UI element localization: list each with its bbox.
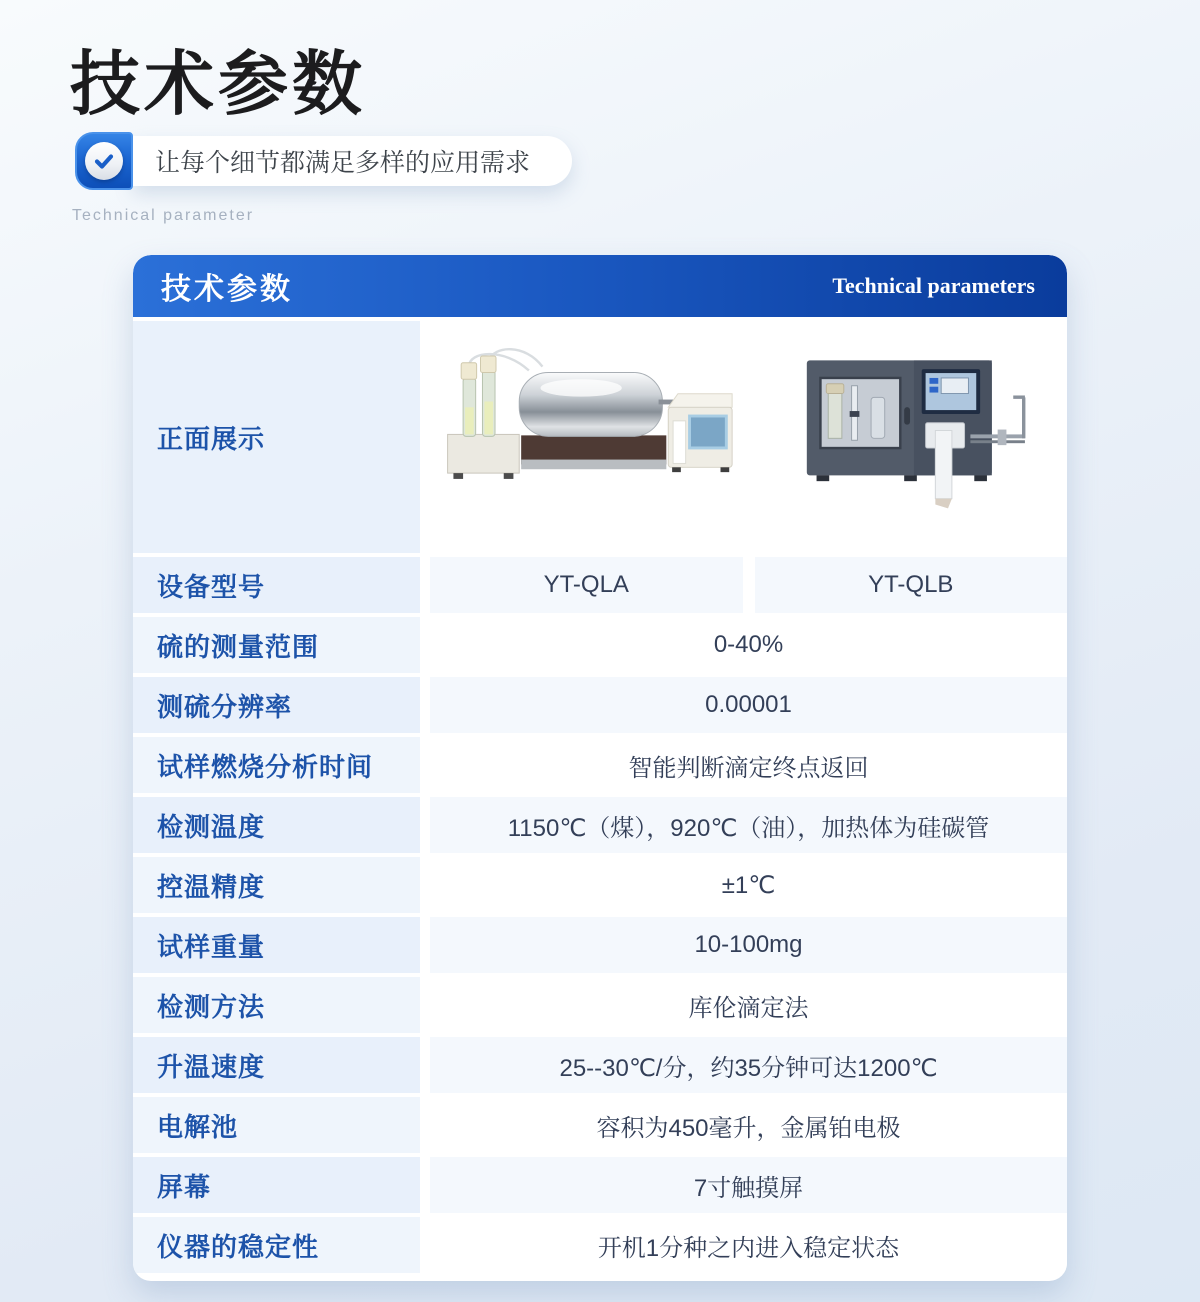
row-label: 硫的测量范围: [133, 617, 420, 673]
row-value: 开机1分种之内进入稳定状态: [430, 1217, 1067, 1273]
row-label: 电解池: [133, 1097, 420, 1153]
check-badge: [75, 132, 133, 190]
spec-row-stability: [133, 1217, 1067, 1273]
spec-row-sulfur-range: [133, 617, 1067, 673]
spec-row-electrolytic-cell: [133, 1097, 1067, 1153]
model-value-a: YT-QLA: [430, 557, 743, 613]
row-value: 容积为450毫升，金属铂电极: [430, 1097, 1067, 1153]
row-label: 测硫分辨率: [133, 677, 420, 733]
row-label: 设备型号: [133, 557, 420, 613]
card-title-en: Technical parameters: [832, 273, 1035, 298]
spec-row-method: [133, 977, 1067, 1033]
spec-row-temp-accuracy: [133, 857, 1067, 913]
row-label: 检测温度: [133, 797, 420, 853]
product-image-yt-qla: [430, 321, 743, 553]
spec-row-model: [133, 557, 1067, 613]
row-label: 升温速度: [133, 1037, 420, 1093]
spec-row-front-view: [133, 321, 1067, 553]
row-value: 0.00001: [430, 677, 1067, 733]
spec-card: [133, 255, 1067, 1281]
row-value: 智能判断滴定终点返回: [430, 737, 1067, 793]
row-label: 正面展示: [133, 321, 420, 553]
check-icon: [85, 142, 123, 180]
page-title: 技术参数: [70, 47, 366, 124]
row-label: 试样重量: [133, 917, 420, 973]
spec-row-resolution: [133, 677, 1067, 733]
row-value: 7寸触摸屏: [430, 1157, 1067, 1213]
spec-row-analysis-time: [133, 737, 1067, 793]
spec-row-sample-weight: [133, 917, 1067, 973]
row-label: 仪器的稳定性: [133, 1217, 420, 1273]
tagline-badge: [75, 132, 572, 190]
spec-row-detect-temp: [133, 797, 1067, 853]
row-value: 1150℃（煤），920℃（油），加热体为硅碳管: [430, 797, 1067, 853]
tagline-pill: 让每个细节都满足多样的应用需求: [133, 136, 572, 186]
spec-row-screen: [133, 1157, 1067, 1213]
card-title-cn: 技术参数: [161, 273, 293, 306]
model-value-b: YT-QLB: [755, 557, 1068, 613]
subtitle-en: Technical parameter: [72, 207, 255, 224]
row-value: 10-100mg: [430, 917, 1067, 973]
row-value: 库伦滴定法: [430, 977, 1067, 1033]
row-label: 控温精度: [133, 857, 420, 913]
row-label: 屏幕: [133, 1157, 420, 1213]
product-image-yt-qlb: [755, 321, 1068, 553]
spec-row-heating-rate: [133, 1037, 1067, 1093]
row-value: 0-40%: [430, 617, 1067, 673]
row-label: 检测方法: [133, 977, 420, 1033]
row-label: 试样燃烧分析时间: [133, 737, 420, 793]
row-value: 25--30℃/分，约35分钟可达1200℃: [430, 1037, 1067, 1093]
row-value: ±1℃: [430, 857, 1067, 913]
spec-card-header: [133, 255, 1067, 317]
spec-table: [133, 317, 1067, 1273]
